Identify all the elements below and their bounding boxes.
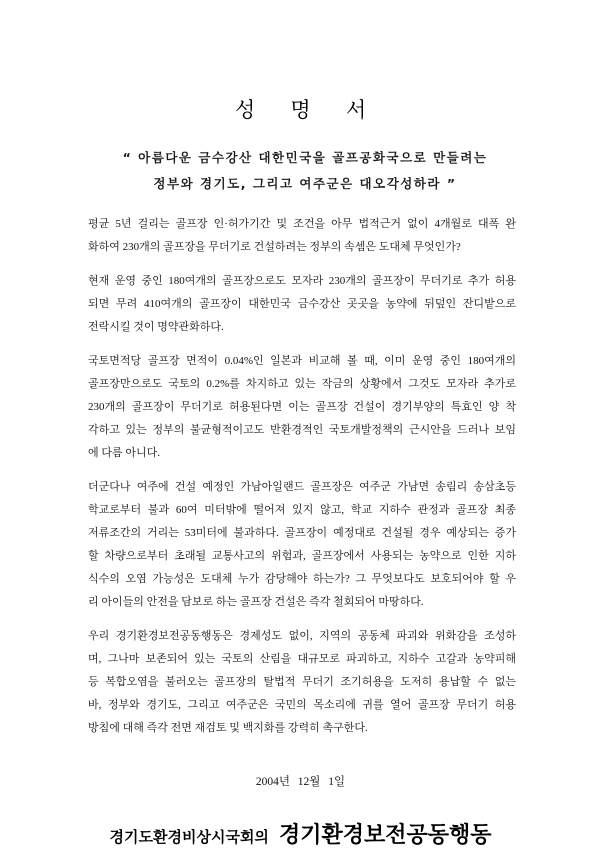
paragraph-line: 더군다나 여주에 건설 예정인 가남아일랜드 골프장은 여주군 가남면 송림리 송삼초등 — [88, 481, 516, 493]
paragraph-line: 학교로부터 불과 60여 미터밖에 떨어져 있지 않고, 학교 지하수 관정과 골프장 최종 — [88, 504, 516, 516]
signatory-coalition: 경기환경보전공동행동 — [278, 823, 492, 848]
paragraph-line: 230개의 골프장이 무더기로 허용된다면 이는 골프장 건설이 경기부양의 특효인 양 착 — [88, 401, 516, 413]
paragraph-line: 등 복합오염을 불러오는 골프장의 탈법적 무더기 조기허용을 도저히 용납할 수 없는 — [88, 676, 516, 688]
paragraph-5 — [88, 625, 516, 740]
statement-date: 2004년 12월 1일 — [255, 776, 346, 788]
paragraph-4 — [88, 476, 516, 614]
paragraph-line: 방침에 대해 즉각 전면 재검토 및 백지화를 강력히 촉구한다. — [88, 722, 368, 734]
paragraph-line: 골프장만으로도 국토의 0.2%를 차지하고 있는 작금의 상황에서 그것도 모자라 추가로 — [88, 378, 516, 390]
paragraph-line: 전락시킬 것이 명약관화하다. — [88, 321, 224, 333]
signatory-council: 경기도환경비상시국회의 — [109, 828, 269, 846]
paragraph-line: 현재 운영 중인 180여개의 골프장으로도 모자라 230개의 골프장이 무더기로 추가 허용 — [88, 275, 516, 287]
paragraph-line: 식수의 오염 가능성은 도대체 누가 감당해야 하는가? 그 무엇보다도 보호되어야 할 우 — [88, 573, 516, 585]
statement-body — [88, 213, 516, 740]
paragraph-line: 저류조간의 거리는 53미터에 불과하다. 골프장이 예정대로 건설될 경우 예상되는 증가 — [88, 527, 516, 539]
paragraph-2 — [88, 270, 516, 339]
paragraph-line: 화하여 230개의 골프장을 무더기로 건설하려는 정부의 속셈은 도대체 무엇인가? — [88, 241, 461, 253]
paragraph-line: 할 차량으로부터 초래될 교통사고의 위험과, 골프장에서 사용되는 농약으로 인한 지하 — [88, 550, 516, 562]
subtitle-line: 정부와 경기도, 그리고 여주군은 대오각성하라 ” — [153, 176, 457, 191]
signature-line — [0, 818, 601, 848]
document-title: 성 명 서 — [234, 98, 367, 122]
document-subtitle — [60, 145, 550, 197]
paragraph-line: 바, 정부와 경기도, 그리고 여주군은 국민의 목소리에 귀를 열어 골프장 무더기 허용 — [88, 699, 516, 711]
paragraph-line: 국토면적당 골프장 면적이 0.04%인 일본과 비교해 볼 때, 이미 운영 중인 180여개의 — [88, 355, 516, 367]
paragraph-line: 우리 경기환경보전공동행동은 경제성도 없이, 지역의 공동체 파괴와 위화감을 조성하 — [88, 630, 516, 642]
paragraph-line: 평균 5년 걸리는 골프장 인·허가기간 및 조건을 아무 법적근거 없이 4개월로 대폭 완 — [88, 218, 516, 230]
subtitle-line: “ 아름다운 금수강산 대한민국을 골프공화국으로 만들려는 — [122, 150, 488, 165]
paragraph-line: 며, 그나마 보존되어 있는 국토의 산림을 대규모로 파괴하고, 지하수 고갈과 농약피해 — [88, 653, 516, 665]
paragraph-3 — [88, 350, 516, 465]
paragraph-line: 에 다름 아니다. — [88, 447, 161, 459]
paragraph-line: 리 아이들의 안전을 담보로 하는 골프장 건설은 즉각 철회되어 마땅하다. — [88, 596, 424, 608]
paragraph-line: 각하고 있는 정부의 불균형적이고도 반환경적인 국토개발정책의 근시안을 드러나 보임 — [88, 424, 516, 436]
paragraph-1 — [88, 213, 516, 259]
paragraph-line: 되면 무려 410여개의 골프장이 대한민국 금수강산 곳곳을 농약에 뒤덮인 잔디밭으로 — [88, 298, 516, 310]
